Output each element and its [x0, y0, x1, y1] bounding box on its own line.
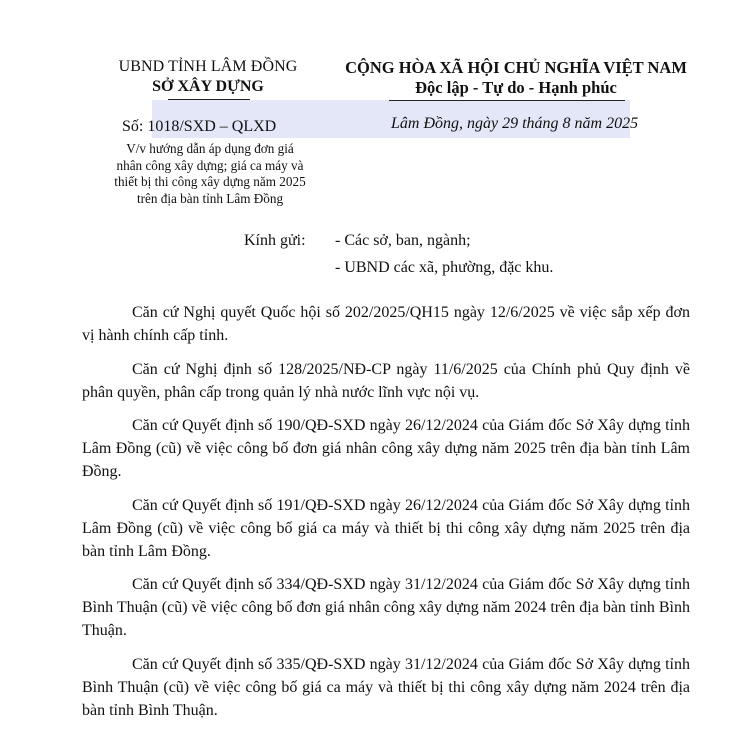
document-date: Lâm Đồng, ngày 29 tháng 8 năm 2025 — [391, 115, 639, 132]
issuing-department: SỞ XÂY DỰNG — [152, 78, 264, 95]
document-number: Số: 1018/SXD – QLXD — [122, 118, 277, 135]
document-subject — [108, 141, 312, 207]
subject-line: V/v hướng dẫn áp dụng đơn giá — [126, 141, 294, 156]
recipient-item: - Các sở, ban, ngành; — [335, 232, 471, 249]
body-paragraph: Căn cứ Nghị quyết Quốc hội số 202/2025/QH15 ngày 12/6/2025 về việc sắp xếp đơn vị hành chính cấp tỉnh. — [82, 304, 690, 344]
recipients-label: Kính gửi: — [244, 232, 306, 249]
subject-line: thiết bị thi công xây dựng năm 2025 — [114, 174, 306, 189]
department-underline — [168, 99, 250, 100]
subject-line: nhân công xây dựng; giá ca máy và — [116, 157, 304, 173]
national-motto: Độc lập - Tự do - Hạnh phúc — [415, 78, 617, 97]
issuing-authority: UBND TỈNH LÂM ĐỒNG — [118, 58, 298, 75]
body-paragraph: Căn cứ Quyết định số 335/QĐ-SXD ngày 31/12/2024 của Giám đốc Sở Xây dựng tỉnh Bình Thuận (cũ) về việc công bố giá ca máy và thiết bị thi công xây dựng năm 2024 trên địa bàn tỉnh Bình Thuận. — [82, 655, 690, 719]
body-paragraph: Căn cứ Quyết định số 191/QĐ-SXD ngày 26/12/2024 của Giám đốc Sở Xây dựng tỉnh Lâm Đồng (cũ) về việc công bố giá ca máy và thiết bị thi công xây dựng năm 2025 trên địa bàn tỉnh Lâm Đồng. — [82, 496, 690, 560]
motto-underline — [389, 100, 625, 101]
recipient-item: - UBND các xã, phường, đặc khu. — [335, 259, 554, 276]
body-paragraph: Căn cứ Quyết định số 334/QĐ-SXD ngày 31/12/2024 của Giám đốc Sở Xây dựng tỉnh Bình Thuận (cũ) về việc công bố đơn giá nhân công xây dựng năm 2024 trên địa bàn tỉnh Bình Thuận. — [82, 576, 690, 639]
subject-line: trên địa bàn tỉnh Lâm Đồng — [136, 190, 284, 206]
national-title: CỘNG HÒA XÃ HỘI CHỦ NGHĨA VIỆT NAM — [345, 58, 687, 77]
body-paragraph: Căn cứ Quyết định số 190/QĐ-SXD ngày 26/12/2024 của Giám đốc Sở Xây dựng tỉnh Lâm Đồng (cũ) về việc công bố đơn giá nhân công xây dựng năm 2025 trên địa bàn tỉnh Lâm Đồng. — [82, 417, 690, 480]
body-paragraph: Căn cứ Nghị định số 128/2025/NĐ-CP ngày 11/6/2025 của Chính phủ Quy định về phân quyền, phân cấp trong quản lý nhà nước lĩnh vực nội vụ. — [82, 360, 690, 401]
document-body — [82, 301, 690, 732]
